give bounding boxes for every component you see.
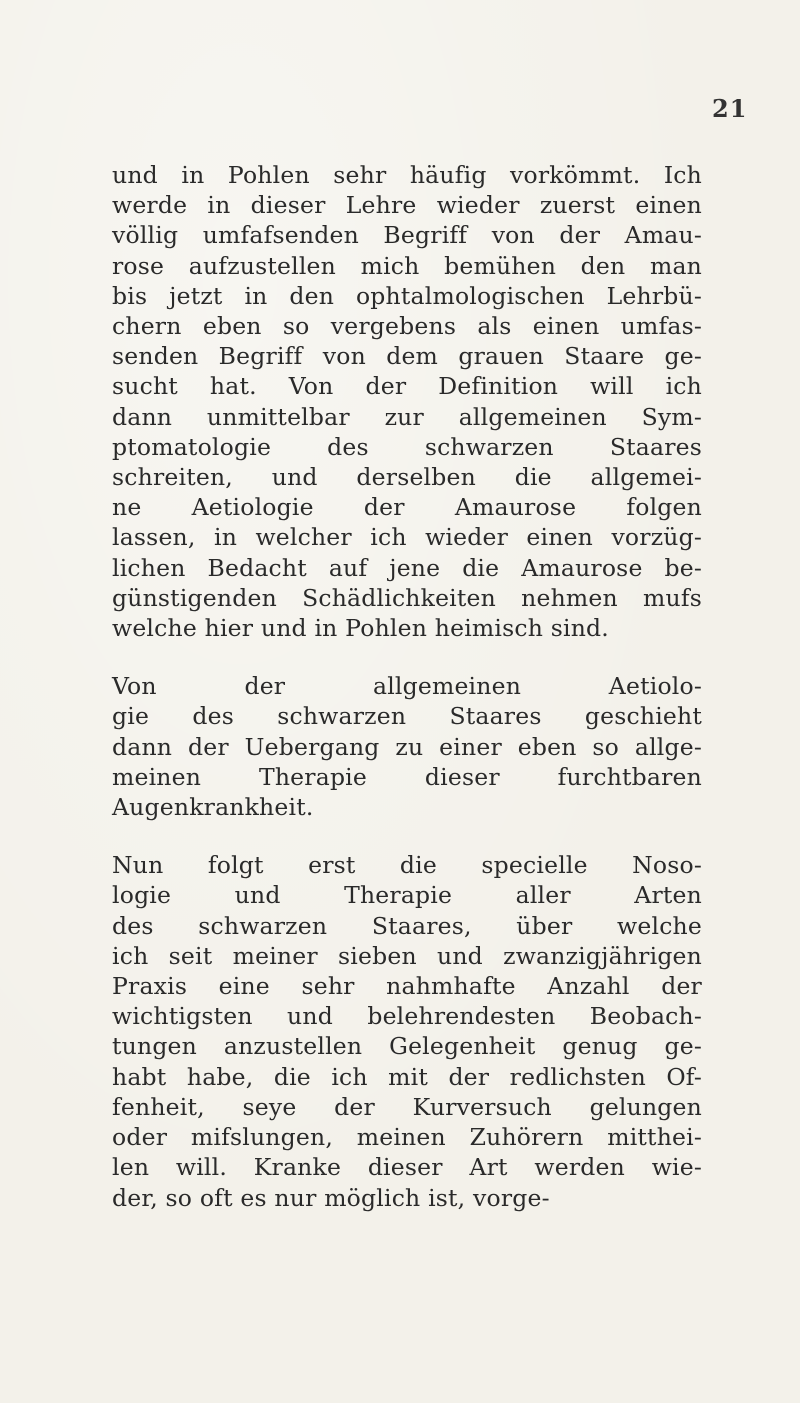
text-line: schreiten, und derselben die allgemei-: [112, 463, 702, 492]
text-line: wichtigsten und belehrendesten Beobach-: [112, 1002, 702, 1031]
text-line: Nun folgt erst die specielle Noso-: [112, 851, 702, 880]
text-line: sucht hat. Von der Definition will ich: [112, 372, 702, 401]
text-line: des schwarzen Staares, über welche: [112, 911, 702, 940]
text-line: ptomatologie des schwarzen Staares: [112, 432, 702, 461]
text-line: habt habe, die ich mit der redlichsten Of-: [112, 1062, 702, 1091]
paragraph-3: [112, 850, 702, 1212]
text-line: tungen anzustellen Gelegenheit genug ge-: [112, 1032, 702, 1061]
text-line: len will. Kranke dieser Art werden wie-: [112, 1153, 702, 1182]
text-line: Von der allgemeinen Aetiolo-: [112, 672, 702, 701]
text-line: bis jetzt in den ophtalmologischen Lehrbü-: [112, 281, 702, 310]
text-line: senden Begriff von dem grauen Staare ge-: [112, 342, 702, 371]
text-line: logie und Therapie aller Arten: [112, 881, 702, 910]
text-line: ne Aetiologie der Amaurose folgen: [112, 493, 702, 522]
text-line: gie des schwarzen Staares geschieht: [112, 702, 702, 731]
text-line: dann der Uebergang zu einer eben so allge-: [112, 732, 702, 761]
paragraph-1: [112, 160, 702, 643]
text-line: Augenkrankheit.: [112, 793, 314, 822]
text-line: völlig umfafsenden Begriff von der Amau-: [112, 221, 702, 250]
text-line: fenheit, seye der Kurversuch gelungen: [112, 1092, 702, 1121]
paragraph-2: [112, 671, 702, 822]
text-line: rose aufzustellen mich bemühen den man: [112, 251, 702, 280]
page-number: 21: [712, 94, 748, 123]
text-line: welche hier und in Pohlen heimisch sind.: [112, 614, 609, 643]
text-line: Praxis eine sehr nahmhafte Anzahl der: [112, 972, 702, 1001]
text-line: oder mifslungen, meinen Zuhörern mitthei-: [112, 1123, 702, 1152]
text-line: meinen Therapie dieser furchtbaren: [112, 762, 702, 791]
text-line: werde in dieser Lehre wieder zuerst einen: [112, 191, 702, 220]
text-line: dann unmittelbar zur allgemeinen Sym-: [112, 402, 702, 431]
text-line: und in Pohlen sehr häufig vorkömmt. Ich: [112, 161, 702, 189]
text-line: lichen Bedacht auf jene die Amaurose be-: [112, 553, 702, 582]
text-line: der, so oft es nur möglich ist, vorge-: [112, 1183, 550, 1212]
text-line: chern eben so vergebens als einen umfas-: [112, 312, 702, 341]
text-line: ich seit meiner sieben und zwanzigjährigen: [112, 941, 702, 970]
text-line: günstigenden Schädlichkeiten nehmen mufs: [112, 583, 702, 612]
body-text: [112, 160, 702, 1213]
text-line: lassen, in welcher ich wieder einen vorzüg-: [112, 523, 702, 552]
